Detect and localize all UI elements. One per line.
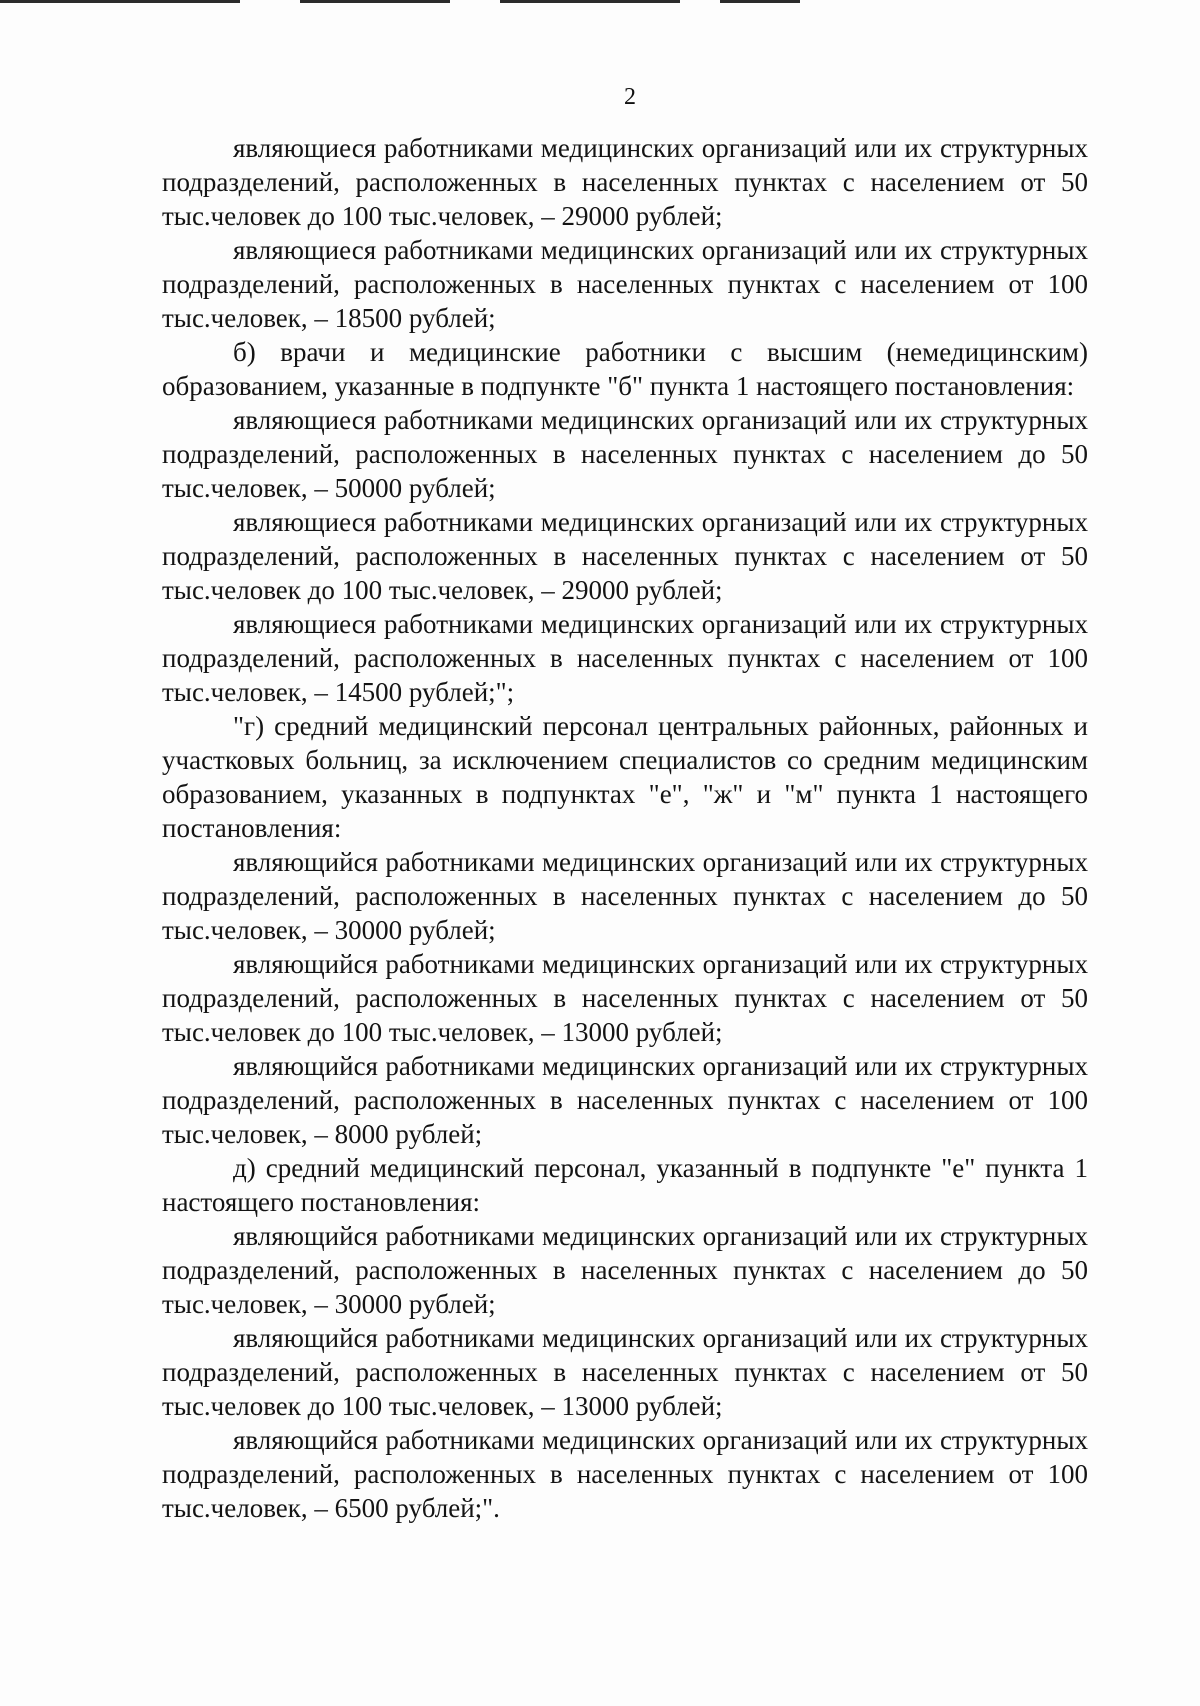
paragraph: б) врачи и медицинские работники с высшим (немедицинским) образованием, указанные в подпункте "б" пункта 1 настоящего постановления: [162, 337, 1088, 401]
scan-edge-mark [300, 0, 450, 3]
paragraph: являющийся работниками медицинских организаций или их структурных подразделений, расположенных в населенных пунктах с населением до 50 тыс.человек, – 30000 рублей; [162, 1221, 1088, 1319]
paragraph: являющиеся работниками медицинских организаций или их структурных подразделений, расположенных в населенных пунктах с населением от 100 тыс.человек, – 14500 рублей;"; [162, 609, 1088, 707]
page-number: 2 [624, 84, 636, 110]
scan-edge-mark [0, 0, 240, 3]
document-body [162, 131, 1088, 1525]
scan-edge-mark [500, 0, 680, 3]
paragraph: являющиеся работниками медицинских организаций или их структурных подразделений, расположенных в населенных пунктах с населением от 50 тыс.человек до 100 тыс.человек, – 29000 рублей; [162, 133, 1088, 231]
paragraph: являющийся работниками медицинских организаций или их структурных подразделений, расположенных в населенных пунктах с населением от 100 тыс.человек, – 6500 рублей;". [162, 1425, 1088, 1523]
paragraph: являющийся работниками медицинских организаций или их структурных подразделений, расположенных в населенных пунктах с населением от 50 тыс.человек до 100 тыс.человек, – 13000 рублей; [162, 1323, 1088, 1421]
paragraph: являющиеся работниками медицинских организаций или их структурных подразделений, расположенных в населенных пунктах с населением от 50 тыс.человек до 100 тыс.человек, – 29000 рублей; [162, 507, 1088, 605]
paragraph: являющиеся работниками медицинских организаций или их структурных подразделений, расположенных в населенных пунктах с населением до 50 тыс.человек, – 50000 рублей; [162, 405, 1088, 503]
paragraph: "г) средний медицинский персонал центральных районных, районных и участковых больниц, за исключением специалистов со средним медицинским образованием, указанных в подпунктах "е", "ж" и "м" пункта 1 настоящего постановления: [162, 711, 1088, 843]
scan-edge-mark [720, 0, 800, 3]
paragraph: являющийся работниками медицинских организаций или их структурных подразделений, расположенных в населенных пунктах с населением от 50 тыс.человек до 100 тыс.человек, – 13000 рублей; [162, 949, 1088, 1047]
paragraph: д) средний медицинский персонал, указанный в подпункте "е" пункта 1 настоящего постановления: [162, 1153, 1088, 1217]
paragraph: являющиеся работниками медицинских организаций или их структурных подразделений, расположенных в населенных пунктах с населением от 100 тыс.человек, – 18500 рублей; [162, 235, 1088, 333]
paragraph: являющийся работниками медицинских организаций или их структурных подразделений, расположенных в населенных пунктах с населением от 100 тыс.человек, – 8000 рублей; [162, 1051, 1088, 1149]
paragraph: являющийся работниками медицинских организаций или их структурных подразделений, расположенных в населенных пунктах с населением до 50 тыс.человек, – 30000 рублей; [162, 847, 1088, 945]
